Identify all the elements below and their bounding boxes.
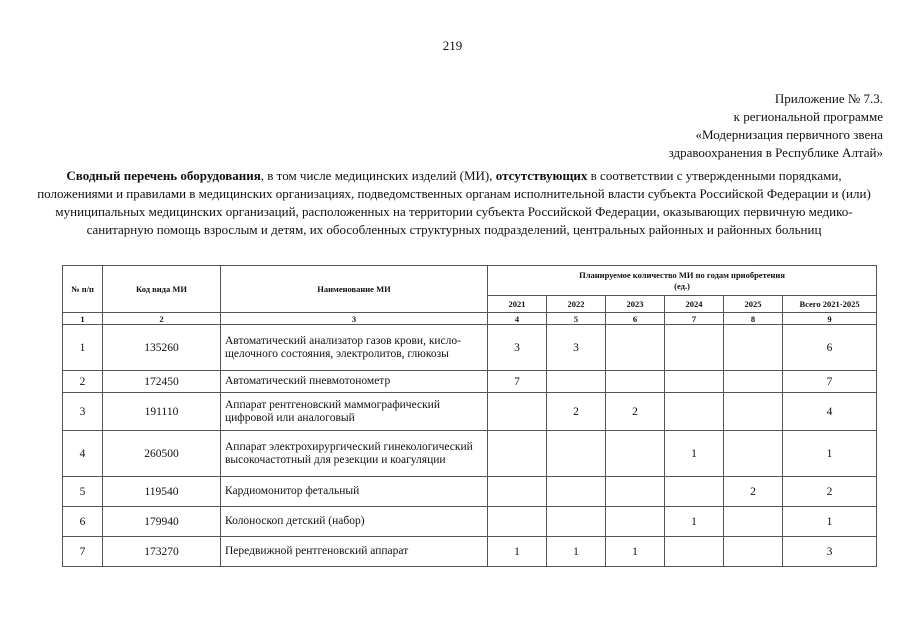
cell-2025 (724, 537, 783, 567)
cell-2022 (547, 507, 606, 537)
cell-2022 (547, 371, 606, 393)
cell-2024 (665, 371, 724, 393)
cell-name: Колоноскоп детский (набор) (221, 507, 488, 537)
equipment-table (62, 265, 877, 567)
cell-name: Кардиомонитор фетальный (221, 477, 488, 507)
cell-2024 (665, 537, 724, 567)
cell-num: 3 (63, 393, 103, 431)
cell-2025: 2 (724, 477, 783, 507)
cell-code: 119540 (103, 477, 221, 507)
table-row (63, 431, 877, 477)
cell-2021 (488, 507, 547, 537)
header-year-2021: 2021 (488, 296, 547, 313)
table-row (63, 393, 877, 431)
cell-2025 (724, 325, 783, 371)
cell-num: 4 (63, 431, 103, 477)
cell-total: 7 (783, 371, 877, 393)
title-text-rest: в соответствии с утвержденными порядками, положениями и правилами в медицинских организациях, подведомственных органам исполнительной власти субъекта Российской Федерации и (или) муниципальных медицинских организаций, расположенных на территории субъекта Российской Федерации, оказывающих первичную медико-санитарную помощь взрослым и детям, их обособленных структурных подразделений, центральных районных и районных больниц (37, 168, 871, 237)
cell-2021: 7 (488, 371, 547, 393)
cell-code: 135260 (103, 325, 221, 371)
table-row (63, 477, 877, 507)
header-num: № п/п (63, 266, 103, 313)
cell-2023: 1 (606, 537, 665, 567)
cell-2024 (665, 325, 724, 371)
table-row (63, 537, 877, 567)
column-index: 5 (547, 313, 606, 325)
cell-2022: 1 (547, 537, 606, 567)
cell-total: 3 (783, 537, 877, 567)
cell-name: Автоматический анализатор газов крови, кисло-щелочного состояния, электролитов, глюкозы (221, 325, 488, 371)
cell-code: 179940 (103, 507, 221, 537)
table-row (63, 507, 877, 537)
cell-name: Аппарат рентгеновский маммографический цифровой или аналоговый (221, 393, 488, 431)
table-row (63, 325, 877, 371)
document-title (30, 167, 878, 239)
cell-name: Аппарат электрохирургический гинекологический высокочастотный для резекции и коагуляции (221, 431, 488, 477)
column-index: 2 (103, 313, 221, 325)
cell-2024: 1 (665, 507, 724, 537)
title-bold-lead: Сводный перечень оборудования (66, 168, 261, 183)
cell-2021: 1 (488, 537, 547, 567)
header-year-2023: 2023 (606, 296, 665, 313)
page-number: 219 (442, 38, 463, 53)
cell-num: 1 (63, 325, 103, 371)
table-header-row (63, 266, 877, 296)
cell-num: 7 (63, 537, 103, 567)
header-planned-title: Планируемое количество МИ по годам приобретения (579, 269, 785, 280)
cell-2023 (606, 507, 665, 537)
title-text: , в том числе медицинских изделий (МИ), (260, 168, 496, 183)
header-year-2022: 2022 (547, 296, 606, 313)
appendix-line: к региональной программе (733, 109, 883, 124)
column-index: 1 (63, 313, 103, 325)
cell-2022 (547, 431, 606, 477)
cell-total: 1 (783, 431, 877, 477)
cell-2023: 2 (606, 393, 665, 431)
cell-2023 (606, 325, 665, 371)
column-index: 7 (665, 313, 724, 325)
cell-2025 (724, 371, 783, 393)
cell-2025 (724, 431, 783, 477)
cell-2023 (606, 477, 665, 507)
cell-total: 1 (783, 507, 877, 537)
cell-2025 (724, 507, 783, 537)
header-year-2025: 2025 (724, 296, 783, 313)
cell-2022 (547, 477, 606, 507)
cell-2023 (606, 431, 665, 477)
cell-2021: 3 (488, 325, 547, 371)
cell-2021 (488, 393, 547, 431)
appendix-line: Приложение № 7.3. (774, 91, 883, 106)
cell-2024: 1 (665, 431, 724, 477)
table-row (63, 371, 877, 393)
cell-2022: 3 (547, 325, 606, 371)
cell-num: 2 (63, 371, 103, 393)
cell-2021 (488, 431, 547, 477)
appendix-note (669, 90, 883, 162)
column-index: 8 (724, 313, 783, 325)
cell-2024 (665, 393, 724, 431)
header-code: Код вида МИ (103, 266, 221, 313)
header-planned-unit: (ед.) (674, 280, 690, 291)
cell-total: 4 (783, 393, 877, 431)
cell-code: 260500 (103, 431, 221, 477)
cell-2024 (665, 477, 724, 507)
cell-2023 (606, 371, 665, 393)
column-index: 9 (783, 313, 877, 325)
column-index: 6 (606, 313, 665, 325)
appendix-line: «Модернизация первичного звена (695, 127, 883, 142)
cell-2022: 2 (547, 393, 606, 431)
header-name: Наименование МИ (221, 266, 488, 313)
cell-2021 (488, 477, 547, 507)
column-index: 3 (221, 313, 488, 325)
header-total: Всего 2021-2025 (783, 296, 877, 313)
column-index-row (63, 313, 877, 325)
cell-code: 191110 (103, 393, 221, 431)
header-year-2024: 2024 (665, 296, 724, 313)
cell-total: 2 (783, 477, 877, 507)
cell-total: 6 (783, 325, 877, 371)
cell-code: 173270 (103, 537, 221, 567)
cell-name: Передвижной рентгеновский аппарат (221, 537, 488, 567)
cell-2025 (724, 393, 783, 431)
cell-num: 5 (63, 477, 103, 507)
header-planned-quantity (488, 266, 877, 296)
cell-num: 6 (63, 507, 103, 537)
cell-code: 172450 (103, 371, 221, 393)
column-index: 4 (488, 313, 547, 325)
appendix-line: здравоохранения в Республике Алтай» (668, 145, 883, 160)
title-bold-missing: отсутствующих (495, 168, 588, 183)
cell-name: Автоматический пневмотонометр (221, 371, 488, 393)
